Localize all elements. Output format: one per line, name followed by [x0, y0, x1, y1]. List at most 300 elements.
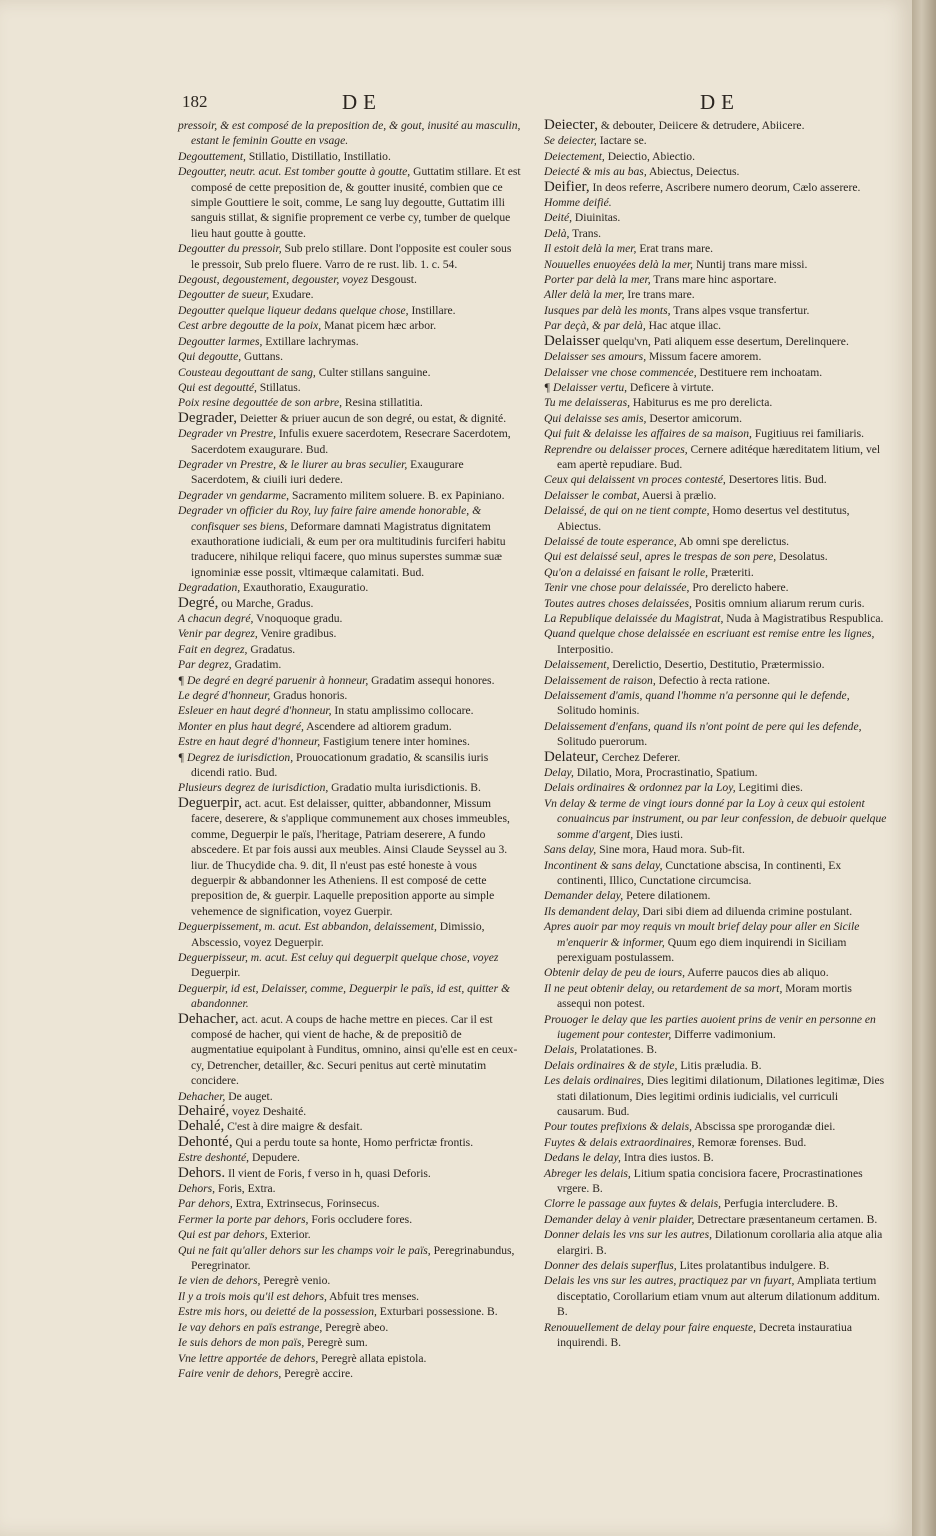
entry-headword: Estre en haut degré d'honneur,: [178, 735, 321, 749]
entry-headword: Dehors,: [178, 1182, 216, 1196]
entry-definition: Gradatio multa iurisdictionis. B.: [328, 781, 481, 795]
dictionary-entry: [544, 904, 888, 919]
dictionary-entry: [544, 1150, 888, 1165]
entry-definition: Nuntij trans mare missi.: [693, 257, 808, 271]
entry-headword: Delais ordinaires & de style,: [544, 1058, 678, 1072]
entry-headword: Delà,: [544, 226, 570, 240]
dictionary-entry: [178, 334, 522, 349]
entry-headword: Qui fuit & delaisse les affaires de sa maison,: [544, 427, 752, 441]
entry-definition: Gradatim.: [231, 658, 282, 672]
dictionary-entry: [178, 750, 522, 781]
left-running-head: DE: [342, 90, 382, 114]
dictionary-entry: [544, 442, 888, 473]
entry-headword: Donner delais les vns sur les autres,: [544, 1228, 712, 1242]
entry-headword: A chacun degré,: [178, 612, 254, 625]
entry-definition: Sacramento militem soluere. B. ex Papiniano.: [289, 488, 505, 502]
entry-headword: Par deçà, & par delà,: [544, 319, 646, 333]
dictionary-entry: [544, 318, 888, 333]
dictionary-entry: [178, 1150, 522, 1165]
entry-definition: Exauthoratio, Exauguratio.: [240, 581, 369, 595]
right-column: [544, 118, 888, 1351]
dictionary-entry: [178, 1089, 522, 1104]
dictionary-entry: [544, 395, 888, 410]
dictionary-entry: [544, 180, 888, 195]
dictionary-entry: [178, 1243, 522, 1274]
entry-definition: Missum facere amorem.: [646, 350, 762, 364]
dictionary-entry: [178, 1273, 522, 1288]
entry-definition: Trans mare hinc asportare.: [650, 273, 777, 287]
dictionary-entry: [544, 411, 888, 426]
entry-headword: Pour toutes prefixions & delais,: [544, 1120, 693, 1134]
dictionary-entry: [544, 210, 888, 225]
entry-headword: Ils demandent delay,: [544, 904, 640, 918]
dictionary-entry: [544, 1058, 888, 1073]
entry-definition: Ab omni spe derelictus.: [676, 534, 790, 548]
entry-headword: Vne lettre apportée de dehors,: [178, 1351, 319, 1365]
dictionary-entry: [178, 1104, 522, 1119]
entry-headword: Dehalé,: [178, 1118, 225, 1135]
entry-headword: Delaisser ses amours,: [544, 350, 647, 364]
entry-headword: Delaisser vne chose commencée,: [544, 365, 697, 379]
entry-headword: Dehacher,: [178, 1089, 226, 1103]
dictionary-entry: [544, 334, 888, 349]
entry-definition: Deficere à virtute.: [627, 380, 714, 394]
entry-definition: Abfuit tres menses.: [326, 1289, 419, 1303]
dictionary-entry: [544, 303, 888, 318]
dictionary-entry: [544, 426, 888, 441]
entry-headword: Deiectement,: [544, 149, 605, 163]
dictionary-entry: [544, 1012, 888, 1043]
entry-definition: Interpositio.: [557, 642, 614, 656]
entry-headword: Esleuer en haut degré d'honneur,: [178, 704, 332, 718]
right-running-head: DE: [700, 90, 740, 114]
dictionary-entry: [544, 673, 888, 688]
entry-definition: Desgoust.: [367, 273, 417, 287]
entry-headword: Delateur,: [544, 748, 599, 765]
dictionary-entry: [544, 842, 888, 857]
entry-headword: ¶ Degrez de iurisdiction,: [178, 750, 294, 764]
entry-headword: Degouttement,: [178, 149, 246, 163]
entry-headword: Delaissement,: [544, 658, 610, 672]
entry-definition: Fastigium tenere inter homines.: [320, 735, 470, 749]
dictionary-entry: [178, 950, 522, 981]
entry-definition: Moram mortis assequi non potest.: [557, 981, 852, 1011]
dictionary-entry: [544, 1119, 888, 1134]
entry-headword: Nouuelles enuoyées delà la mer,: [544, 257, 694, 271]
dictionary-entry: [178, 1135, 522, 1150]
dictionary-entry: [178, 1366, 522, 1381]
entry-headword: Poix resine degouttée de son arbre,: [178, 396, 342, 410]
entry-definition: quelqu'vn, Pati aliquem esse desertum, Derelinquere.: [599, 334, 849, 348]
dictionary-entry: [544, 750, 888, 765]
entry-headword: Donner des delais superflus,: [544, 1259, 677, 1273]
entry-definition: Solitudo hominis.: [557, 704, 640, 718]
entry-headword: Delaissement d'enfans, quand ils n'ont point de pere qui les defende,: [544, 719, 862, 733]
entry-definition: Positis omnium aliarum rerum curis.: [691, 596, 865, 610]
dictionary-entry: [178, 318, 522, 333]
entry-definition: Peregrinabundus, Peregrinator.: [191, 1243, 515, 1273]
dictionary-entry: [178, 1227, 522, 1242]
entry-definition: In deos referre, Ascribere numero deorum, Cælo asserere.: [589, 180, 861, 194]
entry-definition: Deguerpir.: [191, 966, 241, 980]
entry-headword: Deiecté & mis au bas,: [544, 165, 647, 179]
dictionary-entry: [544, 472, 888, 487]
entry-definition: Venire gradibus.: [257, 627, 337, 641]
entry-headword: Degradation,: [178, 581, 241, 595]
dictionary-entry: [178, 1335, 522, 1350]
entry-definition: Remoræ forenses. Bud.: [694, 1135, 807, 1149]
entry-headword: Delais,: [544, 1043, 578, 1057]
dictionary-entry: [178, 1320, 522, 1335]
entry-headword: Degrader vn officier du Roy, luy faire faire amende honorable, & confisquer ses biens,: [178, 504, 482, 533]
entry-definition: voyez Deshaité.: [229, 1105, 307, 1118]
entry-definition: Stillatio, Distillatio, Instillatio.: [245, 149, 391, 163]
entry-definition: Dilatio, Mora, Procrastinatio, Spatium.: [573, 766, 758, 780]
dictionary-entry: [544, 765, 888, 780]
entry-definition: Peregrè accire.: [281, 1366, 354, 1380]
entry-headword: Fait en degrez,: [178, 642, 248, 656]
entry-definition: Deiectio, Abiectio.: [604, 149, 695, 163]
entry-headword: Deguerpissement, m. acut. Est abbandon, delaissement,: [178, 920, 437, 934]
entry-headword: Degrader vn Prestre, & le liurer au bras seculier,: [178, 457, 408, 471]
entry-definition: Prolatationes. B.: [577, 1043, 658, 1057]
entry-headword: Cousteau degouttant de sang,: [178, 365, 316, 379]
entry-definition: Culter stillans sanguine.: [315, 365, 431, 379]
entry-definition: Gradus honoris.: [270, 689, 348, 703]
entry-definition: Cunctatione abscisa, In continenti, Ex continenti, Illico, Cunctatione circumcisa.: [557, 858, 842, 887]
dictionary-entry: [544, 596, 888, 611]
entry-definition: Manat picem hæc arbor.: [321, 319, 437, 333]
entry-definition: Auersi à prælio.: [639, 488, 717, 502]
entry-headword: Abreger les delais,: [544, 1166, 631, 1180]
dictionary-entry: [178, 1012, 522, 1089]
entry-definition: Resina stillatitia.: [342, 396, 423, 410]
dictionary-entry: [178, 626, 522, 641]
entry-definition: Abscissa spe prorogandæ diei.: [692, 1120, 836, 1134]
entry-headword: Degoutter, neutr. acut. Est tomber goutte à goutte,: [178, 165, 411, 179]
entry-definition: Habiturus es me pro derelicta.: [630, 396, 773, 410]
dictionary-entry: [544, 719, 888, 750]
entry-definition: Exaugurare Sacerdotem, & ciuili iuri dedere.: [191, 457, 464, 487]
dictionary-entry: [178, 457, 522, 488]
entry-definition: Guttans.: [241, 350, 283, 364]
dictionary-entry: [178, 349, 522, 364]
entry-definition: Infulis exuere sacerdotem, Resecrare Sacerdotem, Sacerdotem exaugurare. Bud.: [191, 427, 511, 456]
entry-definition: Perfugia intercludere. B.: [721, 1197, 838, 1211]
entry-definition: act. acut. A coups de hache mettre en pieces. Car il est composé de hacher, qui vient de hache, & de prepositiõ de augmentatiue equipolant à Funditus, omnino, ainsi qu'elle est en ceux-cy, Detrencher, detailler, &c. Securi penitus aut certè minutatim concidere.: [191, 1012, 518, 1088]
dictionary-entry: [544, 534, 888, 549]
entry-definition: Abiectus, Deiectus.: [646, 165, 740, 179]
dictionary-entry: [544, 565, 888, 580]
dictionary-entry: [178, 580, 522, 595]
entry-definition: & debouter, Deiicere & detrudere, Abiicere.: [597, 119, 805, 132]
dictionary-entry: [544, 1073, 888, 1119]
entry-definition: Exterior.: [267, 1228, 311, 1242]
dictionary-entry: [178, 1304, 522, 1319]
dictionary-entry: [544, 626, 888, 657]
entry-headword: Faire venir de dehors,: [178, 1366, 282, 1380]
entry-definition: Trans alpes vsque transfertur.: [670, 303, 810, 317]
entry-headword: Clorre le passage aux fuytes & delais,: [544, 1197, 721, 1211]
entry-headword: Homme deifié.: [544, 196, 612, 210]
entry-definition: Guttatim stillare. Et est composé de cette preposition de, & goutter inusité, combien que ce simple Gouttiere le soit, comme, Le sang luy degoutte, Guttatim illi sanguis stillat, & signifie proprement ce verbe cy, tumber de quelque lieu haut goutte à goutte.: [191, 165, 521, 240]
dictionary-entry: [544, 195, 888, 210]
dictionary-entry: [544, 1135, 888, 1150]
entry-headword: Porter par delà la mer,: [544, 273, 651, 287]
entry-headword: Ceux qui delaissent vn proces contesté,: [544, 473, 726, 487]
dictionary-entry: [178, 596, 522, 611]
entry-headword: Incontinent & sans delay,: [544, 858, 663, 872]
entry-definition: Exudare.: [269, 288, 314, 302]
dictionary-entry: [544, 549, 888, 564]
entry-definition: Gradatim assequi honores.: [368, 673, 495, 687]
dictionary-entry: [178, 688, 522, 703]
entry-definition: Stillatus.: [256, 380, 301, 394]
dictionary-entry: [178, 719, 522, 734]
entry-headword: Degrader vn Prestre,: [178, 427, 276, 441]
entry-definition: Diuinitas.: [572, 211, 621, 225]
dictionary-entry: [178, 1181, 522, 1196]
entry-definition: Sub prelo stillare. Dont l'opposite est couler sous le pressoir, Sub prelo fluere. Varro de re rust. lib. 1. c. 54.: [191, 242, 512, 271]
dictionary-entry: [178, 673, 522, 688]
entry-definition: Depudere.: [249, 1151, 300, 1165]
dictionary-entry: [544, 919, 888, 965]
entry-headword: Qu'on a delaissé en faisant le rolle,: [544, 565, 709, 579]
entry-definition: Extra, Extrinsecus, Forinsecus.: [232, 1197, 380, 1211]
entry-definition: Fugitiuus rei familiaris.: [751, 427, 864, 441]
entry-definition: Defectio à recta ratione.: [655, 673, 771, 687]
entry-headword: Ie vay dehors en païs estrange,: [178, 1320, 323, 1334]
dictionary-entry: [544, 1212, 888, 1227]
entry-headword: Degoutter quelque liqueur dedans quelque chose,: [178, 303, 409, 317]
entry-definition: Ampliata tertium disceptatio, Corollarium etiam vnum aut alterum dilationum additum. B.: [557, 1274, 880, 1319]
dictionary-entry: [178, 380, 522, 395]
entry-definition: Solitudo puerorum.: [557, 735, 648, 749]
entry-headword: Delais les vns sur les autres, practiquez par vn fuyart,: [544, 1274, 795, 1288]
dictionary-entry: [544, 796, 888, 842]
entry-headword: Fuytes & delais extraordinaires,: [544, 1135, 695, 1149]
entry-headword: Se deiecter,: [544, 134, 597, 148]
entry-headword: Dedans le delay,: [544, 1151, 621, 1165]
page-edge: [912, 0, 936, 1536]
entry-definition: Peregrè sum.: [304, 1336, 368, 1350]
entry-headword: Le degré d'honneur,: [178, 689, 271, 703]
dictionary-entry: [544, 1273, 888, 1319]
entry-headword: Tu me delaisseras,: [544, 396, 630, 410]
entry-headword: Vn delay & terme de vingt iours donné par la Loy à ceux qui estoient conuaincus par instrument, ou par leur confession, de debuoir quelque somme d'argent,: [544, 796, 887, 841]
entry-headword: Renouuellement de delay pour faire enqueste,: [544, 1320, 757, 1334]
dictionary-entry: [178, 642, 522, 657]
dictionary-entry: [544, 1196, 888, 1211]
entry-definition: Extillare lachrymas.: [262, 334, 359, 348]
entry-definition: Prouocationum gradatio, & scansilis iuris dicendi ratio. Bud.: [191, 750, 489, 780]
entry-headword: Degoutter de sueur,: [178, 288, 270, 302]
entry-definition: Foris, Extra.: [215, 1182, 276, 1196]
dictionary-entry: [544, 1320, 888, 1351]
entry-headword: Qui est degoutté,: [178, 380, 257, 394]
entry-definition: Lites prolatantibus indulgere. B.: [676, 1259, 830, 1273]
entry-definition: Differre vadimonium.: [671, 1027, 776, 1041]
entry-headword: Degoutter du pressoir,: [178, 242, 282, 256]
dictionary-entry: [178, 919, 522, 950]
dictionary-entry: [544, 1227, 888, 1258]
entry-definition: Intra dies iustos. B.: [620, 1151, 714, 1165]
entry-headword: La Republique delaissée du Magistrat,: [544, 612, 724, 625]
entry-headword: Delaissé, de qui on ne tient compte,: [544, 504, 710, 518]
dictionary-entry: [178, 1289, 522, 1304]
dictionary-entry: [544, 149, 888, 164]
entry-headword: Ie vien de dehors,: [178, 1274, 261, 1288]
entry-headword: Delaissement de raison,: [544, 673, 656, 687]
dictionary-entry: [544, 611, 888, 626]
dictionary-entry: [544, 349, 888, 364]
dictionary-entry: [178, 703, 522, 718]
entry-headword: Delaissement d'amis, quand l'homme n'a personne qui le defende,: [544, 689, 850, 703]
entry-definition: Iactare se.: [596, 134, 647, 148]
entry-definition: Dies iusti.: [633, 827, 684, 841]
entry-definition: Desertor amicorum.: [646, 411, 743, 425]
entry-headword: Obtenir delay de peu de iours,: [544, 966, 686, 980]
entry-definition: Peregrè abeo.: [322, 1320, 389, 1334]
dictionary-entry: [544, 981, 888, 1012]
dictionary-entry: [544, 287, 888, 302]
dictionary-entry: [178, 1196, 522, 1211]
dictionary-entry: [178, 118, 522, 149]
entry-headword: Quand quelque chose delaissée en escriuant est remise entre les lignes,: [544, 627, 875, 641]
entry-headword: Degré,: [178, 594, 219, 611]
dictionary-entry: [544, 965, 888, 980]
dictionary-entry: [544, 580, 888, 595]
entry-headword: Tenir vne chose pour delaissée,: [544, 581, 690, 595]
dictionary-entry: [178, 611, 522, 626]
entry-definition: act. acut. Est delaisser, quitter, abbandonner, Missum facere, deserere, & s'applique communement aux choses immeubles, comme, Deguerpir le païs, l'heritage, Patriam deserere, A fundo abscedere. Et par fois aussi aux meubles. Ainsi Claude Seyssel au 3. liur. de Thucydide cha. 9. dit, Il n'eust pas esté honeste à vous deguerpir & abbandonner les Atheniens. Il est composé de cette preposition de, & guerpir. Laquelle preposition apporte au simple vehemence de signification, voyez Guerpir.: [191, 796, 510, 918]
entry-definition: Vnoquoque gradu.: [253, 612, 343, 625]
entry-headword: Plusieurs degrez de iurisdiction,: [178, 781, 329, 795]
entry-headword: Venir par degrez,: [178, 627, 258, 641]
entry-headword: ¶ De degré en degré paruenir à honneur,: [178, 673, 369, 687]
entry-definition: Qui a perdu toute sa honte, Homo perfrictæ frontis.: [232, 1135, 474, 1149]
dictionary-entry: [544, 858, 888, 889]
dictionary-entry: [178, 1166, 522, 1181]
dictionary-entry: [178, 1212, 522, 1227]
entry-definition: Exturbari possessione. B.: [376, 1305, 498, 1319]
entry-headword: Degrader vn gendarme,: [178, 488, 290, 502]
entry-headword: Sans delay,: [544, 843, 597, 857]
entry-headword: Aller delà la mer,: [544, 288, 625, 302]
entry-headword: Les delais ordinaires,: [544, 1074, 644, 1088]
entry-definition: Peregrè venio.: [260, 1274, 331, 1288]
entry-definition: Homo desertus vel destitutus, Abiectus.: [557, 504, 850, 533]
entry-definition: Præteriti.: [708, 565, 754, 579]
entry-definition: Nuda à Magistratibus Respublica.: [723, 612, 884, 625]
dictionary-entry: [544, 133, 888, 148]
dictionary-entry: [544, 780, 888, 795]
entry-definition: Dimissio, Abscessio, voyez Deguerpir.: [191, 920, 485, 949]
entry-headword: Deiecter,: [544, 117, 598, 133]
entry-definition: Gradatus.: [247, 642, 296, 656]
dictionary-entry: [178, 149, 522, 164]
page-number: 182: [182, 92, 208, 111]
dictionary-entry: [544, 226, 888, 241]
entry-headword: Il estoit delà la mer,: [544, 242, 637, 256]
entry-headword: Delay,: [544, 766, 574, 780]
entry-definition: Petere dilationem.: [623, 889, 711, 903]
dictionary-entry: [544, 257, 888, 272]
dictionary-entry: [178, 503, 522, 580]
entry-headword: Par degrez,: [178, 658, 232, 672]
dictionary-entry: [178, 796, 522, 919]
dictionary-entry: [544, 380, 888, 395]
dictionary-entry: [544, 503, 888, 534]
left-column: [178, 118, 522, 1381]
entry-headword: Deifier,: [544, 178, 590, 195]
entry-definition: Deformare damnati Magistratus dignitatem exauthoratione iudiciali, & eum per ora multitudinis furciferi habitu traducere, nihilque reliqui facere, quo minus superstes summæ suæ ignominiæ esse possit, vltimæque calamitati. Bud.: [191, 519, 506, 579]
entry-headword: Degoutter larmes,: [178, 334, 263, 348]
entry-definition: Instillare.: [408, 303, 456, 317]
entry-definition: Ire trans mare.: [624, 288, 695, 302]
entry-headword: Ie suis dehors de mon païs,: [178, 1336, 305, 1350]
entry-headword: Estre mis hors, ou deietté de la possession,: [178, 1305, 377, 1319]
entry-headword: Dehairé,: [178, 1103, 230, 1119]
entry-headword: Qui est par dehors,: [178, 1228, 268, 1242]
entry-headword: Dehors.: [178, 1164, 226, 1181]
entry-headword: Delaissé de toute esperance,: [544, 534, 677, 548]
entry-headword: Degrader,: [178, 409, 237, 426]
entry-headword: Cest arbre degoutte de la poix,: [178, 319, 322, 333]
entry-headword: Apres auoir par moy requis vn moult brief delay pour aller en Sicile m'enquerir & informer,: [544, 920, 860, 949]
entry-definition: Litis præludia. B.: [677, 1058, 762, 1072]
entry-definition: Quum ego diem inquirendi in Siciliam perexiguam postulassem.: [557, 935, 847, 964]
dictionary-entry: [178, 411, 522, 426]
dictionary-entry: [544, 488, 888, 503]
entry-definition: Pro derelicto habere.: [689, 581, 789, 595]
entry-definition: Legitimi dies.: [735, 781, 803, 795]
entry-headword: Estre deshonté,: [178, 1151, 250, 1165]
dictionary-entry: [178, 657, 522, 672]
dictionary-entry: [544, 365, 888, 380]
entry-definition: Il vient de Foris, f verso in h, quasi Deforis.: [225, 1166, 431, 1180]
dictionary-entry: [178, 488, 522, 503]
dictionary-entry: [544, 272, 888, 287]
entry-definition: Peregrè allata epistola.: [318, 1351, 427, 1365]
dictionary-entry: [178, 164, 522, 241]
entry-headword: Delaisser le combat,: [544, 488, 640, 502]
dictionary-entry: [178, 734, 522, 749]
entry-headword: Par dehors,: [178, 1197, 233, 1211]
entry-definition: Cernere aditéque hæreditatem litium, vel eam apertè repudiare. Bud.: [557, 442, 881, 471]
dictionary-entry: [178, 780, 522, 795]
entry-headword: Qui delaisse ses amis,: [544, 411, 647, 425]
entry-definition: Erat trans mare.: [636, 242, 714, 256]
entry-definition: Cerchez Deferer.: [598, 750, 681, 764]
entry-definition: Dies legitimi dilationum, Dilationes legitimæ, Dies stati dilationum, Dies legitimi ordinis iudicialis, vel curriculi causarum. Bud.: [557, 1074, 885, 1118]
entry-definition: Deietter & priuer aucun de son degré, ou estat, & dignité.: [236, 411, 507, 425]
entry-definition: Foris occludere fores.: [308, 1212, 413, 1226]
dictionary-entry: [544, 657, 888, 672]
dictionary-entry: [544, 164, 888, 179]
entry-headword: Qui ne fait qu'aller dehors sur les champs voir le païs,: [178, 1243, 431, 1257]
dictionary-entry: [178, 241, 522, 272]
entry-definition: Decreta instauratiua inquirendi. B.: [557, 1320, 852, 1350]
entry-headword: ¶ Delaisser vertu,: [544, 380, 628, 394]
dictionary-entry: [178, 426, 522, 457]
dictionary-entry: [178, 1119, 522, 1134]
entry-headword: Demander delay,: [544, 889, 624, 903]
dictionary-entry: [544, 241, 888, 256]
entry-definition: pressoir, & est composé de la preposition de, & gout, inusité au masculin, estant le feminin Goutte en vsage.: [178, 119, 521, 148]
dictionary-entry: [544, 118, 888, 133]
entry-headword: Fermer la porte par dehors,: [178, 1212, 309, 1226]
